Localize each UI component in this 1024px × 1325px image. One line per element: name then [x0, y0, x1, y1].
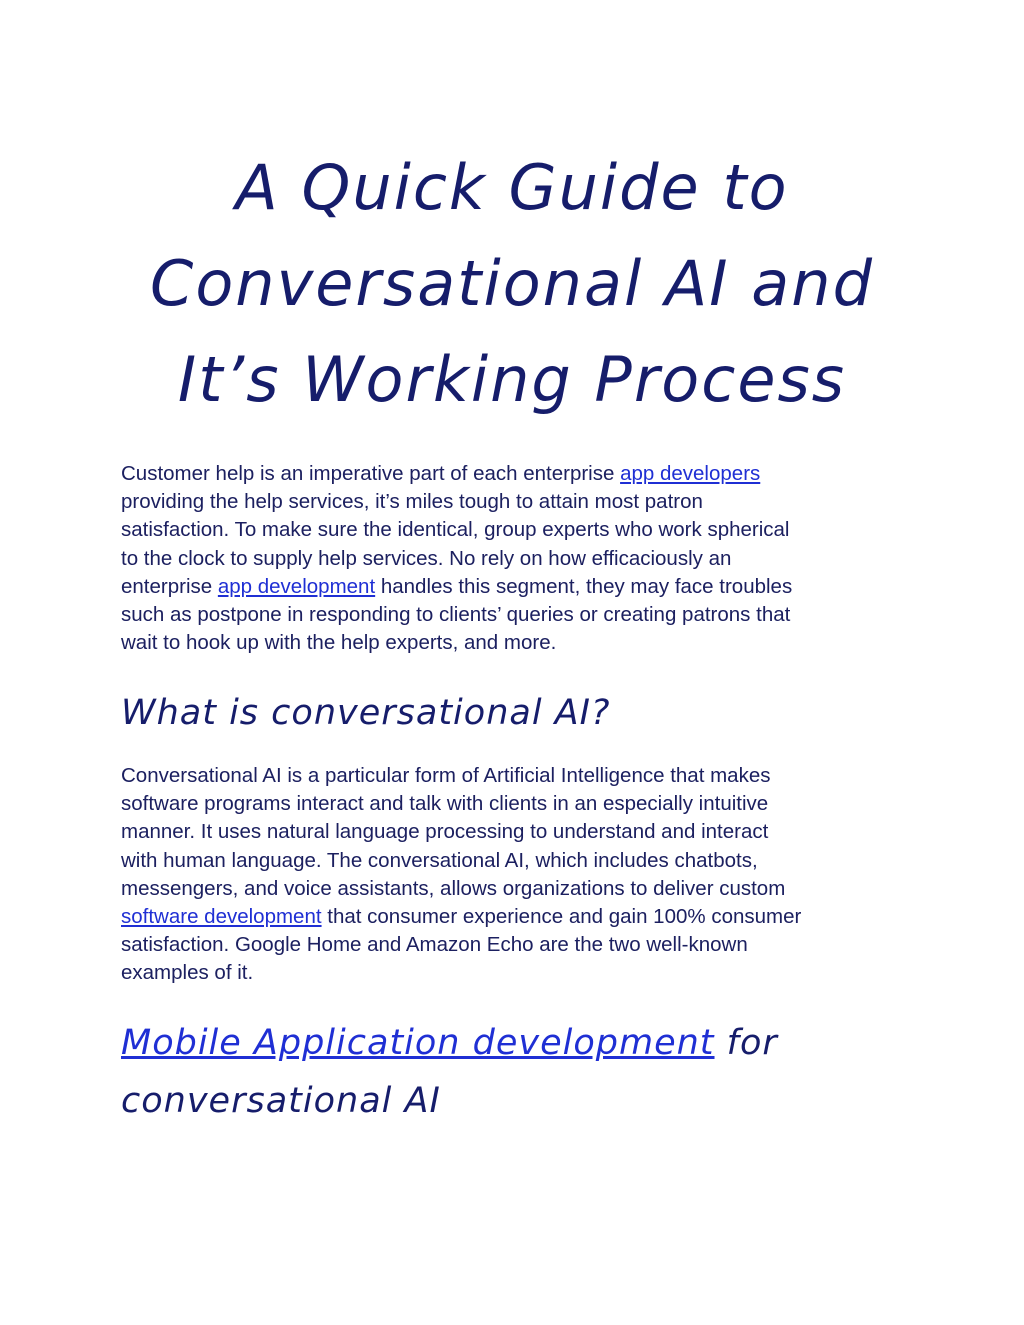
- software-development-link[interactable]: software development: [121, 905, 322, 929]
- intro-text: handles this segment, they may face troubles: [375, 574, 793, 598]
- what-line-6: [121, 903, 911, 931]
- what-line-1: Conversational AI is a particular form of Artificial Intelligence that makes: [121, 764, 771, 787]
- app-developers-link[interactable]: app developers: [620, 462, 761, 485]
- what-text: that consumer experience and gain 100% consumer: [321, 905, 802, 929]
- mobile-heading-text: for: [714, 1023, 778, 1063]
- intro-line-4: to the clock to supply help services. No rely on how efficaciously an: [121, 546, 732, 570]
- what-line-4: with human language. The conversational AI, which includes chatbots,: [121, 848, 758, 872]
- mobile-heading-line-2: conversational AI: [121, 1081, 441, 1121]
- section-heading-what-is: What is conversational AI?: [121, 693, 611, 733]
- what-line-8: examples of it.: [121, 961, 254, 985]
- page-title: [100, 140, 924, 428]
- intro-line-2: providing the help services, it’s miles tough to attain most patron: [121, 490, 703, 514]
- intro-text: enterprise: [121, 574, 218, 598]
- what-line-2: software programs interact and talk with clients in an especially intuitive: [121, 792, 769, 816]
- what-line-3: manner. It uses natural language processing to understand and interact: [121, 820, 769, 844]
- intro-line-6: such as postpone in responding to clients’ queries or creating patrons that: [121, 603, 791, 627]
- what-line-5: messengers, and voice assistants, allows organizations to deliver custom: [121, 876, 786, 900]
- intro-line-1: [121, 460, 911, 488]
- title-line-1: A Quick Guide to: [235, 151, 789, 224]
- mobile-heading-line-1: [121, 1014, 778, 1072]
- section-heading-mobile: [121, 1014, 778, 1130]
- intro-line-3: satisfaction. To make sure the identical, group experts who work spherical: [121, 518, 790, 542]
- intro-line-5: [121, 573, 911, 601]
- app-development-link[interactable]: app development: [217, 574, 376, 598]
- intro-line-7: wait to hook up with the help experts, and more.: [121, 631, 557, 655]
- title-line-3: It’s Working Process: [177, 343, 847, 416]
- mobile-application-development-link[interactable]: Mobile Application development: [121, 1023, 715, 1063]
- title-line-2: Conversational AI and: [150, 247, 874, 320]
- intro-text: Customer help is an imperative part of each enterprise: [121, 462, 621, 485]
- intro-paragraph: [121, 460, 911, 657]
- what-line-7: satisfaction. Google Home and Amazon Echo are the two well-known: [121, 933, 748, 957]
- what-paragraph: [121, 762, 911, 988]
